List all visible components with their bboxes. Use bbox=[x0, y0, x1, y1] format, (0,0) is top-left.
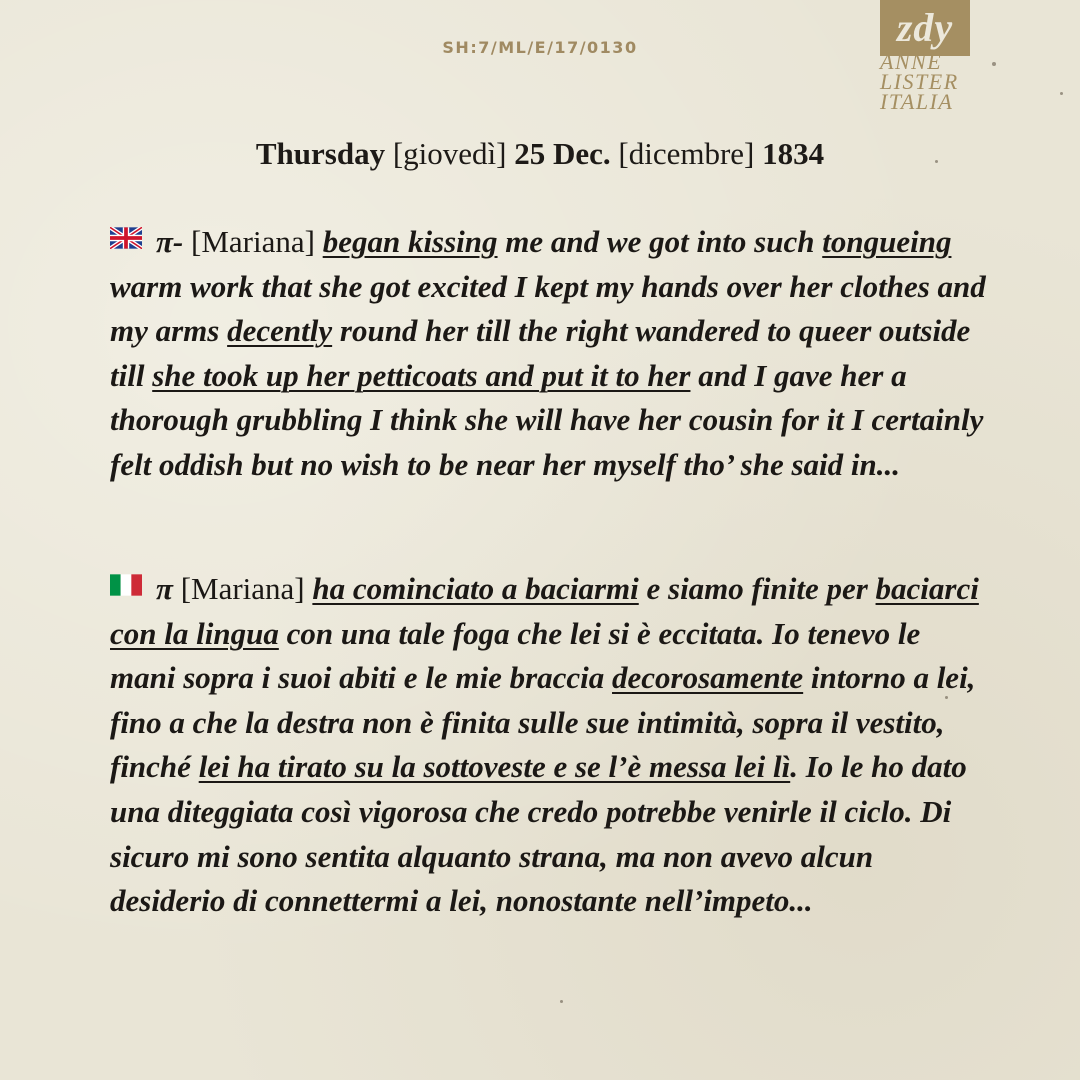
italian-underlined-phrase: baciarci con la lingua bbox=[110, 571, 979, 651]
english-pi-symbol: π- bbox=[156, 224, 184, 259]
heading-month-italian: [dicembre] bbox=[618, 136, 755, 171]
italian-text: . Io le ho dato una diteggiata così vigorosa che credo potrebbe venirle il ciclo. Di sicuro mi sono sentita alquanto strana, ma non avevo alcun desiderio di connettermi a lei, nonostante nell’impeto... bbox=[110, 749, 967, 919]
paper-speck bbox=[992, 62, 996, 66]
heading-date: 25 Dec. bbox=[514, 136, 611, 171]
heading-day-italian: [giovedì] bbox=[392, 136, 507, 171]
italian-pi-symbol: π bbox=[156, 571, 173, 606]
english-transcription bbox=[110, 220, 990, 488]
anne-lister-italia-logo bbox=[880, 0, 972, 120]
italian-text: intorno a lei, fino a che la destra non è finita sulle sue intimità, sopra il vestito, finché bbox=[110, 660, 976, 785]
english-underlined-phrase: tongueing bbox=[822, 224, 952, 259]
english-text: warm work that she got excited I kept my hands over her clothes and my arms bbox=[110, 268, 986, 349]
logo-line-2: LISTER bbox=[880, 69, 959, 94]
logo-line-1: ANNE bbox=[880, 49, 943, 74]
logo-monogram: zdy bbox=[896, 5, 954, 50]
italian-text: con una tale foga che lei si è eccitata. Io tenevo le mani sopra i suoi abiti e le mie braccia bbox=[110, 615, 921, 696]
english-underlined-phrase: she took up her petticoats and put it to her bbox=[152, 357, 691, 393]
heading-day: Thursday bbox=[255, 136, 386, 171]
italy-flag-icon bbox=[110, 574, 142, 596]
paper-speck bbox=[560, 1000, 563, 1003]
entry-date-heading bbox=[0, 136, 1080, 172]
italian-underlined-phrase: decorosamente bbox=[612, 660, 804, 696]
italian-translation bbox=[110, 567, 990, 924]
english-name: [Mariana] bbox=[191, 224, 315, 259]
italian-text: e siamo finite per bbox=[638, 571, 876, 606]
reference-code: SH:7/ML/E/17/0130 bbox=[442, 38, 638, 57]
paper-speck bbox=[1060, 92, 1063, 95]
logo-wordmark bbox=[880, 49, 972, 114]
english-underlined-phrase: decently bbox=[227, 313, 333, 349]
logo-monogram-box bbox=[880, 0, 970, 56]
english-text: round her till the right wandered to queer outside till bbox=[110, 313, 971, 393]
english-text: and I gave her a thorough grubbling I think she will have her cousin for it I certainly felt oddish but no wish to be near her myself tho’ she said in... bbox=[110, 357, 984, 482]
italian-underlined-phrase: ha cominciato a baciarmi bbox=[312, 571, 639, 606]
logo-line-3: ITALIA bbox=[880, 89, 954, 114]
english-underlined-phrase: began kissing bbox=[322, 224, 498, 259]
italian-underlined-phrase: lei ha tirato su la sottoveste e se l’è messa lei lì bbox=[198, 749, 791, 785]
uk-flag-icon bbox=[110, 227, 142, 249]
english-text: me and we got into such bbox=[497, 224, 823, 259]
heading-year: 1834 bbox=[762, 136, 825, 171]
italian-name: [Mariana] bbox=[180, 571, 305, 606]
